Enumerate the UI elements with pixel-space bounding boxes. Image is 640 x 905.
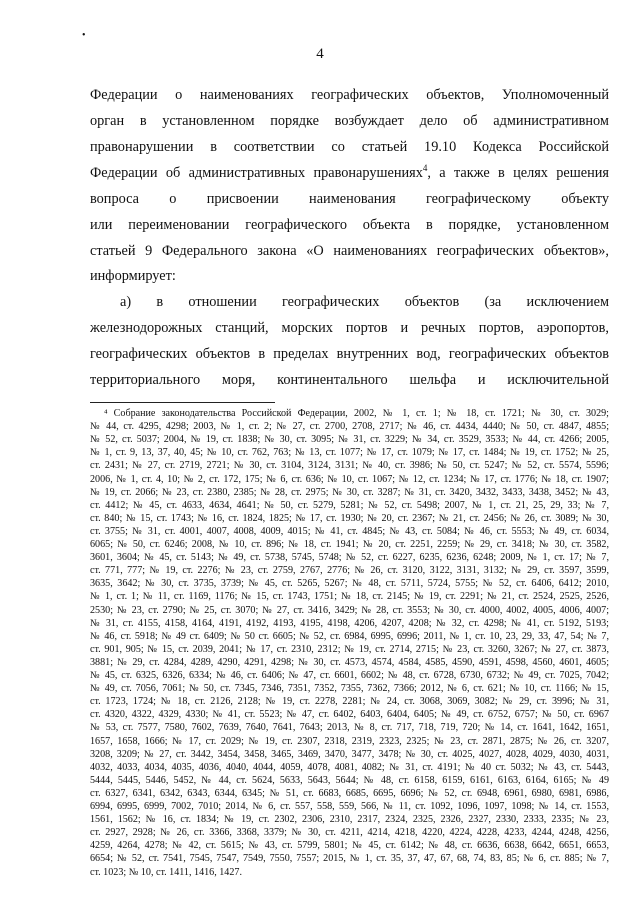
footnote-line: ст. 3755; № 31, ст. 4001, 4007, 4008, 4009, 4015; № 41, ст. 4845; № 43, ст. 5084; № 46, ст. 5553; № 49, ст. 6034,	[90, 525, 609, 537]
footnote-line: ст. 2927, 2928; № 26, ст. 3366, 3368, 3379; № 30, ст. 4211, 4214, 4218, 4220, 4224, 4228, 4233, 4244, 4248, 4256,	[90, 827, 609, 839]
footnote-line: ст. 771, 777; № 19, ст. 2276; № 23, ст. 2759, 2767, 2776; № 26, ст. 3120, 3122, 3131, 3132; № 29, ст. 3597, 3599,	[90, 565, 609, 577]
body-line-with-footnote	[90, 161, 609, 185]
body-line-text: Федерации об административных правонарушениях	[90, 165, 423, 181]
footnote-line: ⁴ Собрание законодательства Российской Федерации, 2002, № 1, ст. 1; № 18, ст. 1721; № 30, ст. 3029;	[104, 408, 609, 419]
footnote-line: ст. 6327, 6341, 6342, 6343, 6344, 6345; № 51, ст. 6683, 6685, 6695, 6696; № 52, ст. 6948, 6961, 6980, 6981, 6986,	[90, 787, 609, 799]
body-line: железнодорожных станций, морских портов и речных портов, аэропортов,	[90, 320, 609, 336]
body-line: географических объектов в пределах внутренних вод, географических объектов	[90, 346, 609, 362]
body-line: орган в установленном порядке возбуждает дело об административном	[90, 113, 609, 129]
footnote-line: 1561, 1562; № 16, ст. 1834; № 19, ст. 2302, 2306, 2310, 2317, 2324, 2325, 2326, 2327, 2330, 2333, 2335; № 23,	[90, 814, 609, 826]
footnote-line: 3208, 3209; № 27, ст. 3442, 3454, 3458, 3465, 3469, 3470, 3477, 3478; № 30, ст. 4025, 4027, 4028, 4029, 4030, 4031,	[90, 748, 609, 760]
footnote-line: ст. 901, 905; № 15, ст. 2039, 2041; № 17, ст. 2310, 2312; № 19, ст. 2714, 2715; № 23, ст. 3260, 3267; № 27, ст. 3873,	[90, 643, 609, 655]
body-line: или переименовании географического объекта в порядке, установленном	[90, 217, 609, 233]
footnote-line: 6994, 6995, 6999, 7002, 7010; 2014, № 6, ст. 557, 558, 559, 566, № 11, ст. 1092, 1096, 1097, 1098; № 14, ст. 1553,	[90, 801, 609, 812]
footnote-line: № 31, ст. 4155, 4158, 4164, 4191, 4192, 4193, 4195, 4198, 4206, 4207, 4208; № 32, ст. 4298; № 41, ст. 5192, 5193;	[90, 617, 609, 629]
body-line: а) в отношении географических объектов (за исключением	[120, 294, 609, 310]
footnote-line: № 53, ст. 7577, 7580, 7602, 7639, 7640, 7641, 7643; 2013, № 8, ст. 717, 718, 719, 720; № 14, ст. 1641, 1642, 1651,	[90, 722, 609, 734]
body-line: правонарушении в соответствии со статьей 19.10 Кодекса Российской	[90, 139, 609, 155]
footnote-line: 3881; № 29, ст. 4284, 4289, 4290, 4291, 4298; № 30, ст. 4573, 4574, 4584, 4585, 4590, 4591, 4598, 4560, 4601, 4605;	[90, 656, 609, 668]
footnote-reference: 4	[422, 163, 428, 174]
footnote-line: 3635, 3642; № 30, ст. 3735, 3739; № 45, ст. 5265, 5267; № 48, ст. 5711, 5724, 5755; № 52, ст. 6406, 6412; 2010,	[90, 578, 609, 590]
body-line: вопроса о присвоении наименования географическому объекту	[90, 191, 609, 207]
margin-mark: •	[82, 30, 86, 41]
footnote-line: 5444, 5445, 5446, 5452, № 44, ст. 5624, 5633, 5643, 5644; № 48, ст. 6158, 6159, 6161, 6163, 6164, 6165; № 49	[90, 774, 609, 786]
footnote-line: 6654; № 52, ст. 7541, 7545, 7547, 7549, 7550, 7557; 2015, № 1, ст. 35, 37, 47, 67, 68, 74, 83, 85; № 6, ст. 885; № 7,	[90, 853, 609, 865]
footnote-line: 2530; № 23, ст. 2790; № 25, ст. 3070; № 27, ст. 3416, 3429; № 28, ст. 3553; № 30, ст. 4000, 4002, 4005, 4006, 4007;	[90, 604, 609, 616]
footnote-line: ст. 4320, 4322, 4329, 4330; № 41, ст. 5523; № 47, ст. 6402, 6403, 6404, 6405; № 49, ст. 6752, 6757; № 50, ст. 6967	[90, 709, 609, 721]
footnote-line: ст. 840; № 15, ст. 1743; № 16, ст. 1824, 1825; № 17, ст. 1930; № 20, ст. 2367; № 21, ст. 2456; № 26, ст. 3089; № 30,	[90, 512, 609, 524]
footnote-line: 1657, 1658, 1666; № 17, ст. 2029; № 19, ст. 2307, 2318, 2319, 2323, 2325; № 23, ст. 2871, 2875; № 26, ст. 3207,	[90, 735, 609, 747]
footnote-line: № 52, ст. 5037; 2004, № 19, ст. 1838; № 30, ст. 3095; № 31, ст. 3229; № 34, ст. 3529, 3533; № 44, ст. 4266; 2005,	[90, 434, 609, 446]
footnote-line: ст. 1723, 1724; № 18, ст. 2126, 2128; № 19, ст. 2278, 2281; № 24, ст. 3068, 3069, 3082; № 29, ст. 3996; № 31,	[90, 696, 609, 708]
footnote-line: 3601, 3604; № 45, ст. 5143; № 49, ст. 5738, 5745, 5748; № 52, ст. 6227, 6235, 6236, 6248; 2009, № 1, ст. 17; № 7,	[90, 552, 609, 564]
footnote-line: 4259, 4264, 4278; № 42, ст. 5615; № 43, ст. 5799, 5801; № 45, ст. 6142; № 48, ст. 6636, 6638, 6642, 6651, 6653,	[90, 840, 609, 852]
footnote-line: ст. 4412; № 45, ст. 4633, 4634, 4641; № 50, ст. 5279, 5281; № 52, ст. 5498; 2007, № 1, ст. 21, 25, 29, 33; № 7,	[90, 499, 609, 511]
body-line: Федерации о наименованиях географических объектов, Уполномоченный	[90, 87, 609, 103]
footnote-line: № 45, ст. 6325, 6326, 6334; № 46, ст. 6406; № 47, ст. 6601, 6602; № 48, ст. 6728, 6730, 6732; № 49, ст. 7025, 7042;	[90, 670, 609, 681]
footnote-line: ст. 2431; № 27, ст. 2719, 2721; № 30, ст. 3104, 3124, 3131; № 40, ст. 3986; № 50, ст. 5247; № 52, ст. 5574, 5596;	[90, 460, 609, 472]
footnote-line: № 1, ст. 1; № 11, ст. 1169, 1176; № 15, ст. 1743, 1751; № 18, ст. 2145; № 19, ст. 2291; № 21, ст. 2524, 2525, 2526,	[90, 591, 609, 603]
footnote-line: № 19, ст. 2066; № 23, ст. 2380, 2385; № 28, ст. 2975; № 30, ст. 3287; № 31, ст. 3420, 3432, 3433, 3438, 3452; № 43,	[90, 486, 609, 498]
footnote-line: № 1, ст. 9, 13, 37, 40, 45; № 10, ст. 762, 763; № 13, ст. 1077; № 17, ст. 1079; № 17, ст. 1484; № 19, ст. 1752; № 25,	[90, 447, 609, 459]
page-number: 4	[316, 46, 324, 62]
footnote-line: 2006, № 1, ст. 4, 10; № 2, ст. 172, 175; № 6, ст. 636; № 10, ст. 1067; № 12, ст. 1234; № 17, ст. 1776; № 18, ст. 1907;	[90, 473, 609, 485]
body-line: статьей 9 Федерального закона «О наименованиях географических объектов»,	[90, 243, 609, 259]
footnote-line: 6065; № 50, ст. 6246; 2008, № 10, ст. 896; № 18, ст. 1941; № 20, ст. 2251, 2259; № 29, ст. 3418; № 30, ст. 3582,	[90, 539, 609, 550]
footnote-line: № 44, ст. 4295, 4298; 2003, № 1, ст. 2; № 27, ст. 2700, 2708, 2717; № 46, ст. 4434, 4440; № 50, ст. 4847, 4855;	[90, 421, 609, 433]
body-line: информирует:	[90, 268, 176, 284]
footnote-line: № 46, ст. 5918; № 49 ст. 6409; № 50 ст. 6605; № 52, ст. 6984, 6995, 6996; 2011, № 1, ст. 10, 23, 29, 33, 47, 54; № 7,	[90, 630, 609, 642]
body-line: территориального моря, континентального шельфа и исключительной	[90, 372, 609, 388]
footnote-separator	[90, 402, 275, 403]
footnote-line: 4032, 4033, 4034, 4035, 4036, 4040, 4044, 4059, 4078, 4081, 4082; № 31, ст. 4191; № 40 ст. 5032; № 43, ст. 5443,	[90, 761, 609, 773]
footnote-line: ст. 1023; № 10, ст. 1411, 1416, 1427.	[90, 866, 242, 878]
footnote-line: № 49, ст. 7056, 7061; № 50, ст. 7345, 7346, 7351, 7352, 7355, 7362, 7366; 2012, № 6, ст. 621; № 10, ст. 1166; № 15,	[90, 683, 609, 695]
body-line-tail: , а также в целях решения	[427, 165, 609, 181]
